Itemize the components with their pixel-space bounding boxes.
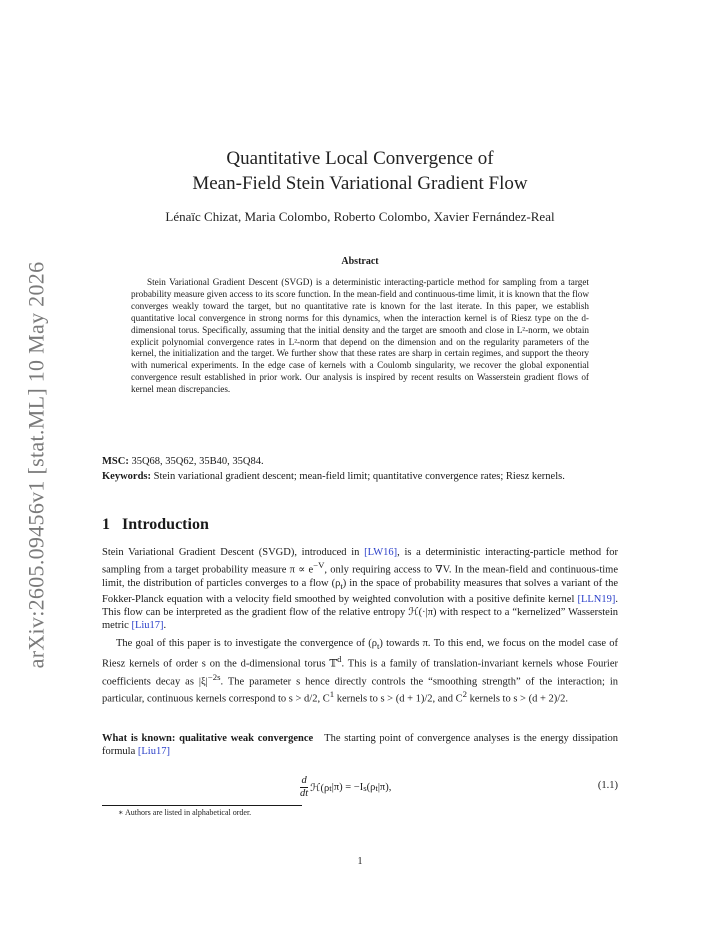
section-number: 1 (102, 516, 110, 533)
text-run: . This flow can be interpreted as the gradient flow of the relative entropy ℋ(·|π) with respect to a “kernelized” Wasserstein metric (102, 593, 618, 632)
equation-rhs: |π) = −I (331, 782, 364, 793)
abstract-heading: Abstract (341, 256, 379, 267)
fraction-denominator: dt (300, 788, 309, 799)
citation-link-liu17-2[interactable]: [Liu17] (137, 746, 170, 758)
keywords-value: Stein variational gradient descent; mean-field limit; quantitative convergence rates; Riesz kernels. (153, 471, 565, 482)
superscript: 1 (329, 689, 335, 700)
paper-title (100, 146, 620, 196)
text-run: ) towards π. To this end, we focus on the model case of Riesz kernels of order s on the d-dimensional torus 𝕋 (102, 638, 618, 670)
text-run: . (163, 620, 167, 632)
intro-paragraph-3 (102, 732, 618, 758)
text-run: kernels to s > (d + 1)/2, and C (334, 693, 463, 705)
keywords-label: Keywords: (102, 471, 151, 482)
text-run: The starting point of convergence analyses is the energy dissipation formula (102, 733, 619, 758)
subscript: t (340, 580, 343, 591)
superscript: −2s (207, 671, 221, 682)
author-list: Lénaïc Chizat, Maria Colombo, Roberto Colombo, Xavier Fernández-Real (165, 209, 555, 224)
text-run: kernels to s > (d + 2)/2. (466, 693, 569, 705)
equation-expression (300, 775, 391, 800)
abstract-body: Stein Variational Gradient Descent (SVGD) is a deterministic interacting-particle method for sampling from a target probability measure given access to its score function. In the mean-field and continuous-time limit, it is known that the flow converges weakly toward the target, but no quantitative rate is known for the last iterate. In this paper, we establish quantitative local convergence in strong norms for this dynamics, when the interaction kernel is of Riesz type on the d-dimensional torus. Specifically, assuming that the initial density and the target are smooth and close in L²-norm, we obtain explicit polynomial convergence rates in L²-norm that depend on the dimension and on the regularity parameters of the kernel, the initialization and the target. We further show that these rates are sharp in certain regimes, and support the theory with numerical experiments. In the edge case of kernels with a Coulomb singularity, we recover the global exponential convergence result established in prior work. Our analysis is inspired by recent results on Wasserstein gradient flows of kernel mean discrepancies. (131, 277, 589, 395)
text-run: Stein Variational Gradient Descent (SVGD), introduced in (102, 547, 365, 558)
keywords-line (102, 470, 618, 484)
subscript: t (329, 782, 332, 793)
section-title: Introduction (122, 516, 209, 533)
subscript: s (363, 782, 367, 793)
text-run: ) in the space of probability measures that solves a variant of the Fokker-Planck equation with a velocity field smoothed by weighted convolution with a positive definite kernel (102, 577, 618, 605)
subscript: t (375, 782, 378, 793)
superscript: 2 (462, 689, 467, 700)
citation-link-liu17[interactable]: [Liu17] (131, 620, 164, 632)
text-run: , is a deterministic interacting-particle method for sampling from a target probability measure π ∝ e (102, 547, 618, 576)
equation-rhs: (ρ (366, 782, 376, 793)
text-run: The goal of this paper is to investigate the convergence of (ρ (116, 638, 377, 649)
intro-paragraph-2 (102, 637, 618, 706)
superscript: −V (313, 560, 325, 571)
citation-link-lw16[interactable]: [LW16] (364, 547, 398, 558)
arxiv-identifier-text: arXiv:2605.09456v1 [stat.ML] 10 May 2026 (23, 261, 49, 669)
section-heading (102, 516, 209, 534)
derivative-fraction (300, 775, 308, 800)
arxiv-identifier-watermark (6, 240, 66, 690)
text-run: . This is a family of translation-invariant kernels whose Fourier coefficients decay as |ξ| (102, 658, 618, 688)
msc-line (102, 455, 618, 469)
intro-paragraph-1 (102, 546, 618, 632)
subscript: t (376, 641, 380, 652)
citation-link-lln19[interactable]: [LLN19] (577, 593, 616, 605)
title-line-2: Mean-Field Stein Variational Gradient Flow (192, 173, 528, 194)
footnote-divider (102, 805, 302, 806)
footnote: ∗ Authors are listed in alphabetical order. (118, 808, 252, 817)
msc-label: MSC: (102, 456, 129, 467)
equation-1-1 (102, 773, 618, 803)
equation-number: (1.1) (597, 780, 618, 791)
msc-value: 35Q68, 35Q62, 35B40, 35Q84. (131, 456, 264, 467)
text-run: , only requiring access to ∇V. In the mean-field and continuous-time limit, the distribution of particles converges to a flow (ρ (102, 564, 618, 589)
superscript: d (337, 654, 342, 665)
equation-lhs: ℋ(ρ (310, 782, 330, 794)
text-run: . The parameter s hence directly controls the “smoothing strength” of the interaction; in particular, continuous kernels correspond to s > d/2, C (102, 676, 619, 705)
equation-rhs: |π), (377, 782, 392, 793)
paragraph-heading: What is known: qualitative weak convergence (102, 733, 314, 744)
fraction-numerator: d (301, 775, 307, 786)
page-number: 1 (357, 856, 363, 867)
title-line-1: Quantitative Local Convergence of (226, 148, 494, 169)
